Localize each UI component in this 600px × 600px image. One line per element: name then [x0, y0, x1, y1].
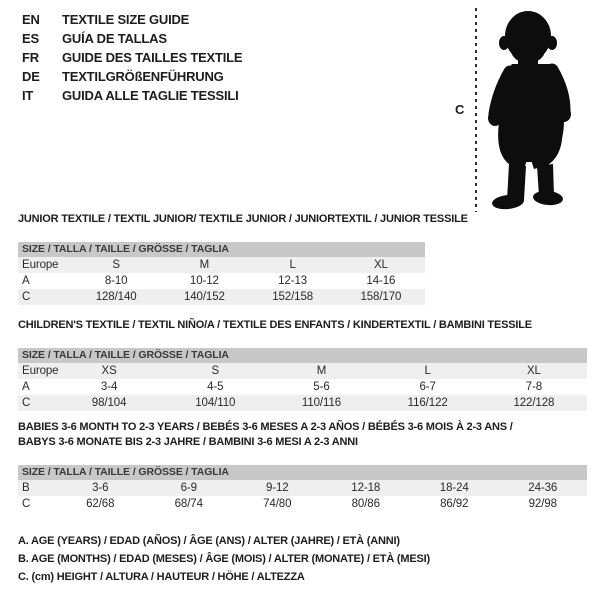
- row-label: C: [22, 397, 31, 409]
- table-row: [18, 273, 425, 289]
- row-label: C: [22, 291, 31, 303]
- babies-size-table: [18, 480, 587, 512]
- size-cell: 3-6: [92, 482, 109, 494]
- language-row: [22, 48, 242, 67]
- language-list: [22, 10, 242, 105]
- size-cell: XL: [526, 365, 541, 377]
- size-cell: S: [112, 259, 120, 271]
- size-cell: 110/116: [301, 397, 342, 409]
- babies-title: [18, 420, 587, 450]
- table-title-line: BABYS 3-6 MONATE BIS 2-3 JAHRE / BAMBINI 3-6 MESI A 2-3 ANNI: [18, 436, 358, 448]
- footnote-line: A. AGE (YEARS) / EDAD (AÑOS) / ÂGE (ANS) / ALTER (JAHRE) / ETÀ (ANNI): [18, 535, 400, 547]
- size-cell: 152/158: [272, 291, 314, 303]
- language-title: GUIDE DES TAILLES TEXTILE: [62, 50, 243, 65]
- size-cell: 74/80: [263, 498, 292, 510]
- size-cell: 4-5: [207, 381, 224, 393]
- size-cell: 10-12: [189, 275, 219, 287]
- junior-title: [18, 212, 468, 227]
- size-cell: 8-10: [104, 275, 128, 287]
- size-cell: 9-12: [265, 482, 289, 494]
- size-cell: XL: [373, 259, 388, 271]
- size-cell: 14-16: [366, 275, 396, 287]
- children-size-table: [18, 363, 587, 411]
- size-cell: 140/152: [183, 291, 225, 303]
- size-cell: 92/98: [528, 498, 557, 510]
- row-label: A: [22, 275, 30, 287]
- footnote-line: B. AGE (MONTHS) / EDAD (MESES) / ÂGE (MOIS) / ALTER (MONATE) / ETÀ (MESI): [18, 553, 430, 565]
- size-cell: 5-6: [313, 381, 330, 393]
- table-row: [18, 289, 425, 305]
- size-cell: 68/74: [174, 498, 203, 510]
- table-row: [18, 379, 587, 395]
- size-cell: 3-4: [100, 381, 118, 393]
- language-row: [22, 67, 242, 86]
- row-label: Europe: [22, 365, 59, 377]
- row-label: B: [22, 482, 30, 494]
- footnote-line: C. (cm) HEIGHT / ALTURA / HAUTEUR / HÖHE / ALTEZZA: [18, 571, 305, 583]
- size-cell: 24-36: [528, 482, 558, 494]
- size-cell: M: [316, 365, 327, 377]
- size-cell: 122/128: [513, 397, 555, 409]
- size-cell: 62/68: [86, 498, 115, 510]
- size-cell: 7-8: [525, 381, 543, 393]
- table-title-line: BABIES 3-6 MONTH TO 2-3 YEARS / BEBÉS 3-6 MESES A 2-3 AÑOS / BÉBÉS 3-6 MOIS À 2-3 ANS /: [18, 421, 513, 433]
- size-cell: 18-24: [439, 482, 469, 494]
- row-label: C: [22, 498, 31, 510]
- size-cell: 104/110: [195, 397, 236, 409]
- language-code: EN: [22, 12, 40, 27]
- size-cell: L: [424, 365, 431, 377]
- size-header-bar: SIZE / TALLA / TAILLE / GRÖSSE / TAGLIA: [18, 242, 425, 257]
- junior-section: [18, 212, 468, 305]
- table-row: [18, 363, 587, 379]
- table-row: [18, 395, 587, 411]
- toddler-silhouette-icon: [484, 6, 580, 212]
- size-cell: 80/86: [351, 498, 380, 510]
- footnotes: [18, 532, 430, 586]
- size-cell: L: [289, 259, 296, 271]
- size-cell: 128/140: [95, 291, 137, 303]
- size-cell: 98/104: [91, 397, 127, 409]
- language-title: GUIDA ALLE TAGLIE TESSILI: [62, 88, 239, 103]
- table-title-line: CHILDREN'S TEXTILE / TEXTIL NIÑO/A / TEXTILE DES ENFANTS / KINDERTEXTIL / BAMBINI TESSILE: [18, 319, 532, 331]
- height-dotted-line: [475, 8, 477, 212]
- size-cell: M: [199, 259, 210, 271]
- language-code: ES: [22, 31, 39, 46]
- size-cell: XS: [101, 365, 117, 377]
- size-cell: 12-18: [351, 482, 381, 494]
- language-title: GUÍA DE TALLAS: [62, 31, 167, 46]
- row-label: Europe: [22, 259, 59, 271]
- table-row: [18, 480, 587, 496]
- size-header-bar: SIZE / TALLA / TAILLE / GRÖSSE / TAGLIA: [18, 465, 587, 480]
- table-row: [18, 496, 587, 512]
- size-cell: S: [211, 365, 220, 377]
- language-code: IT: [22, 88, 34, 103]
- language-code: DE: [22, 69, 40, 84]
- language-row: [22, 29, 242, 48]
- size-header-bar: SIZE / TALLA / TAILLE / GRÖSSE / TAGLIA: [18, 348, 587, 363]
- children-title: [18, 318, 587, 333]
- size-cell: 86/92: [440, 498, 469, 510]
- size-cell: 6-7: [419, 381, 436, 393]
- row-label: A: [22, 381, 30, 393]
- size-cell: 116/122: [407, 397, 448, 409]
- language-title: TEXTILGRÖßENFÜHRUNG: [62, 69, 224, 84]
- size-cell: 12-13: [278, 275, 308, 287]
- junior-size-table: [18, 257, 425, 305]
- babies-section: [18, 420, 587, 512]
- table-row: [18, 257, 425, 273]
- language-row: [22, 86, 242, 105]
- language-code: FR: [22, 50, 39, 65]
- size-cell: 6-9: [180, 482, 197, 494]
- language-row: [22, 10, 242, 29]
- size-cell: 158/170: [360, 291, 402, 303]
- children-section: [18, 318, 587, 411]
- height-label: C: [455, 102, 465, 117]
- language-title: TEXTILE SIZE GUIDE: [62, 12, 190, 27]
- table-title-line: JUNIOR TEXTILE / TEXTIL JUNIOR/ TEXTILE JUNIOR / JUNIORTEXTIL / JUNIOR TESSILE: [18, 213, 468, 225]
